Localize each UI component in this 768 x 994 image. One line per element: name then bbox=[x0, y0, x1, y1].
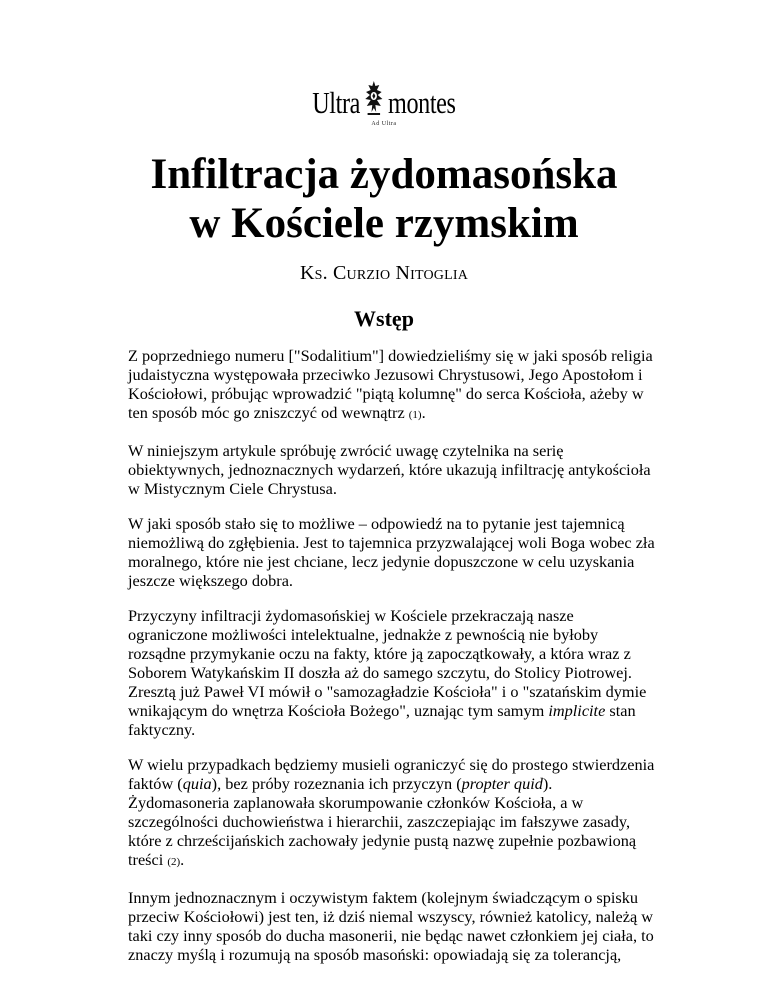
section-heading: Wstęp bbox=[354, 306, 414, 331]
logo-text-right: montes bbox=[388, 85, 456, 120]
title-line-1: Infiltracja żydomasońska bbox=[150, 151, 618, 198]
paragraph-5-b: ), bez próby rozeznania ich przyczyn ( bbox=[211, 774, 462, 793]
paragraph-1-text: Z poprzedniego numeru ["Sodalitium"] dowiedzieliśmy się w jaki sposób religia judaistyczna występowała przeciwko Jezusowi Chrystusowi, Jego Apostołom i Kościołowi, próbując wprowadzić "piątą kolumnę" do serca Kościoła, ażeby w ten sposób móc go zniszczyć od wewnątrz bbox=[128, 346, 653, 422]
paragraph-5-c: ). Żydomasoneria zaplanowała skorumpowanie członków Kościoła, a w szczególności duchowieństwa i hierarchii, zaszczepiając im fałszywe zasady, które z chrześcijańskich zachowały jedynie pustą nazwę zupełnie pozbawioną treści bbox=[128, 774, 637, 869]
paragraph-1-end: . bbox=[421, 403, 426, 422]
author-name: Ks. Curzio Nitoglia bbox=[299, 262, 469, 284]
paragraph-5 bbox=[128, 755, 656, 872]
article-body bbox=[128, 346, 656, 980]
paragraph-5-quia: quia bbox=[182, 774, 212, 793]
logo-text-left: Ultra bbox=[312, 85, 361, 120]
paragraph-4-text: Przyczyny infiltracji żydomasońskiej w Kościele przekraczają nasze ograniczone możliwości intelektualne, jednakże z pewnością nie byłoby rozsądne przymykanie oczu na fakty, które ją zapoczątkowały, a która wraz z Soborem Watykańskim II doszła aż do samego szczytu, do Stolicy Piotrowej. Zresztą już Paweł VI mówił o "samozagładzie Kościoła" i o "szatańskim dymie wnikającym do wnętrza Kościoła Bożego", uznając tym samym bbox=[128, 606, 647, 720]
paragraph-5-a: W wielu przypadkach będziemy musieli ograniczyć się do prostego stwierdzenia faktów ( bbox=[128, 755, 655, 793]
footnote-ref-1[interactable]: (1) bbox=[408, 409, 422, 421]
paragraph-4 bbox=[128, 606, 656, 739]
logo-subtitle: Ad Ultra bbox=[371, 121, 397, 127]
paragraph-5-propter-quid: propter quid bbox=[461, 774, 543, 793]
document-title bbox=[0, 150, 768, 248]
ultramontes-logo bbox=[0, 78, 768, 127]
paragraph-4-end: stan faktyczny. bbox=[128, 701, 636, 739]
paragraph-6: Innym jednoznacznym i oczywistym faktem (kolejnym świadczącym o spisku przeciw Kościołowi) jest ten, iż dziś niemal wszyscy, również katolicy, należą w taki czy inny sposób do ducha masonerii, nie będąc nawet członkiem jej ciała, to znaczy myślą i rozumują na sposób masoński: opowiadają się za tolerancją, bbox=[128, 888, 654, 964]
title-line-2: w Kościele rzymskim bbox=[189, 200, 579, 247]
paragraph-4-italic: implicite bbox=[548, 701, 606, 720]
paragraph-3: W jaki sposób stało się to możliwe – odpowiedź na to pytanie jest tajemnicą niemożliwą do zgłębienia. Jest to tajemnica przyzwalającej woli Boga wobec zła moralnego, które nie jest chciane, lecz jedynie dopuszczone w celu uzyskania jeszcze większego dobra. bbox=[128, 514, 655, 590]
footnote-ref-2[interactable]: (2) bbox=[167, 856, 181, 868]
paragraph-2: W niniejszym artykule spróbuję zwrócić uwagę czytelnika na serię obiektywnych, jednoznacznych wydarzeń, które ukazują infiltrację antykościoła w Mistycznym Ciele Chrystusa. bbox=[128, 441, 651, 498]
paragraph-5-end: . bbox=[180, 850, 185, 869]
mountain-emblem-icon bbox=[361, 78, 388, 118]
paragraph-1 bbox=[128, 346, 656, 425]
